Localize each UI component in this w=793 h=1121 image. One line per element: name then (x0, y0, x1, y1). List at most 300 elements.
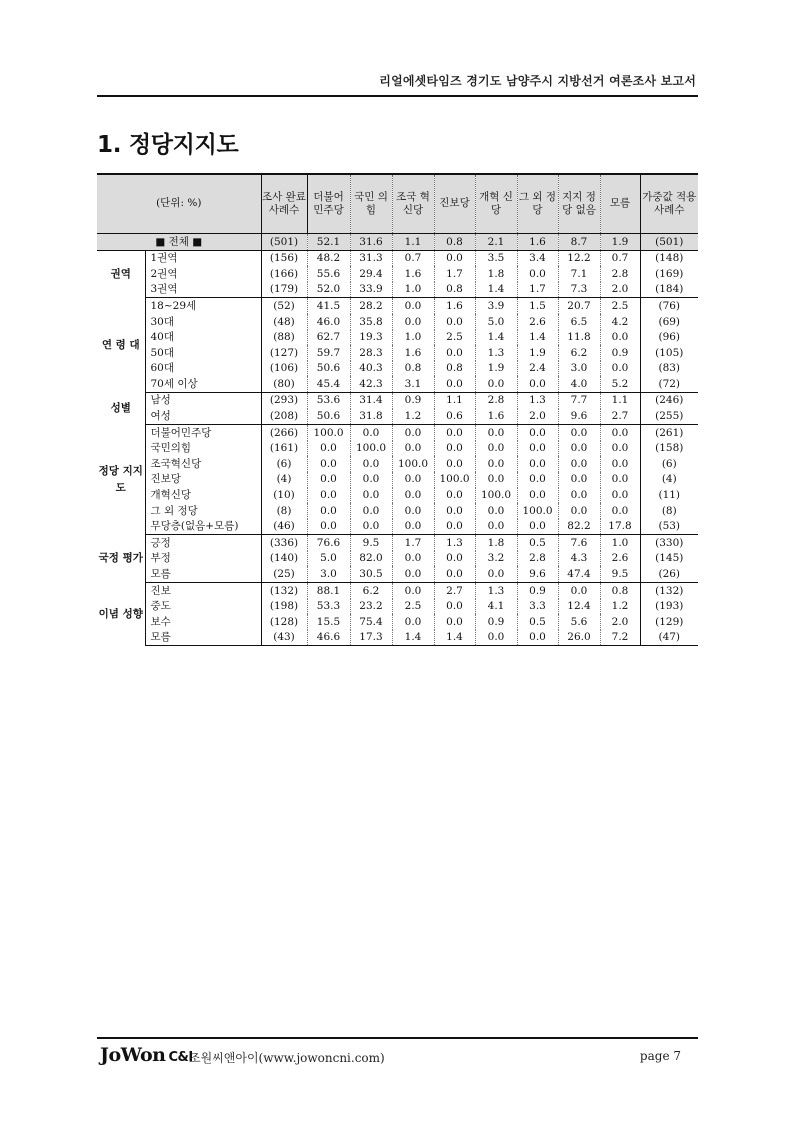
table-cell: 50.6 (307, 361, 350, 377)
table-cell: 76.6 (307, 535, 350, 551)
section-title: 1. 정당지지도 (97, 132, 239, 158)
table-cell: 2.6 (517, 314, 558, 330)
table-cell: (145) (640, 551, 698, 567)
table-cell: 28.2 (350, 298, 392, 314)
col-header: 조국 혁신당 (392, 174, 434, 234)
table-cell: 88.1 (307, 583, 350, 599)
table-cell: 0.0 (517, 376, 558, 392)
row-label: 진보당 (150, 473, 181, 486)
table-cell: 31.4 (350, 392, 392, 408)
table-cell: (43) (261, 630, 307, 646)
table-cell: 3.4 (517, 250, 558, 266)
table-cell: 0.0 (475, 456, 517, 472)
table-cell: 62.7 (307, 330, 350, 346)
table-cell: 40.3 (350, 361, 392, 377)
table-cell: 0.0 (517, 456, 558, 472)
table-cell: 3.0 (307, 566, 350, 582)
table-cell: 0.0 (350, 503, 392, 519)
table-cell: 0.0 (392, 566, 434, 582)
table-cell: 0.8 (600, 583, 640, 599)
table-cell: 0.0 (434, 250, 475, 266)
table-cell: 1.1 (600, 392, 640, 408)
table-cell: 0.0 (392, 519, 434, 535)
table-cell: 0.0 (558, 456, 600, 472)
table-cell: 0.0 (350, 456, 392, 472)
table-cell: 0.0 (475, 630, 517, 646)
table-row (97, 519, 698, 535)
table-cell: 0.0 (307, 456, 350, 472)
table-cell: (161) (261, 441, 307, 457)
table-cell: 4.0 (558, 376, 600, 392)
table-cell: 0.0 (392, 472, 434, 488)
table-cell: 0.0 (600, 488, 640, 504)
table-cell: 59.7 (307, 345, 350, 361)
table-cell: 5.2 (600, 376, 640, 392)
table-cell: 0.0 (350, 425, 392, 441)
table-cell: 48.2 (307, 250, 350, 266)
table-cell: 0.0 (307, 519, 350, 535)
col-header: 개혁 신당 (475, 174, 517, 234)
table-cell: (88) (261, 330, 307, 346)
table-cell: (47) (640, 630, 698, 646)
table-cell: 3.2 (475, 551, 517, 567)
table-cell: 0.0 (350, 472, 392, 488)
table-cell: 7.3 (558, 282, 600, 298)
col-header: 국민 의힘 (350, 174, 392, 234)
table-cell: 2.8 (475, 392, 517, 408)
table-cell: 0.0 (600, 456, 640, 472)
table-cell: (169) (640, 266, 698, 282)
table-cell: 0.8 (434, 361, 475, 377)
table-cell: 0.0 (600, 330, 640, 346)
table-cell: 0.0 (434, 551, 475, 567)
table-cell: 0.5 (517, 535, 558, 551)
table-cell: 1.8 (475, 535, 517, 551)
row-label: 40대 (150, 331, 175, 344)
table-cell: (10) (261, 488, 307, 504)
table-cell: (129) (640, 614, 698, 630)
table-cell: 0.0 (558, 441, 600, 457)
table-cell: 0.0 (434, 425, 475, 441)
table-cell: 20.7 (558, 298, 600, 314)
table-cell: 15.5 (307, 614, 350, 630)
table-cell: 4.1 (475, 599, 517, 615)
table-cell: 0.0 (517, 441, 558, 457)
row-label: 개혁신당 (150, 489, 192, 502)
col-header: 더불어 민주당 (307, 174, 350, 234)
table-cell: (96) (640, 330, 698, 346)
table-cell: (330) (640, 535, 698, 551)
table-cell: 0.0 (434, 314, 475, 330)
table-cell: 0.0 (307, 472, 350, 488)
table-cell: 1.9 (475, 361, 517, 377)
table-cell: (72) (640, 376, 698, 392)
table-cell: 1.6 (392, 345, 434, 361)
table-cell: (80) (261, 376, 307, 392)
table-cell: 0.0 (434, 599, 475, 615)
table-cell: 75.4 (350, 614, 392, 630)
table-row (97, 535, 698, 551)
table-cell: 1.5 (517, 298, 558, 314)
table-cell: (266) (261, 425, 307, 441)
table-cell: 2.0 (600, 282, 640, 298)
table-cell: (261) (640, 425, 698, 441)
table-cell: 0.5 (517, 614, 558, 630)
table-cell: 100.0 (350, 441, 392, 457)
table-cell: 3.9 (475, 298, 517, 314)
row-label: 70세 이상 (145, 376, 261, 392)
table-cell: (193) (640, 599, 698, 615)
table-cell: 0.0 (517, 472, 558, 488)
table-cell: 1.4 (392, 630, 434, 646)
table-cell: (148) (640, 250, 698, 266)
table-row (97, 392, 698, 408)
table-cell: 0.8 (434, 282, 475, 298)
table-cell: 1.6 (392, 266, 434, 282)
table-cell: 45.4 (307, 376, 350, 392)
table-cell: 1.4 (475, 330, 517, 346)
table-cell: (501) (640, 234, 698, 251)
table-cell: 12.2 (558, 250, 600, 266)
table-cell: 0.0 (434, 345, 475, 361)
table-cell: 9.5 (350, 535, 392, 551)
table-row (97, 314, 698, 330)
table-cell: 33.9 (350, 282, 392, 298)
table-cell: 82.2 (558, 519, 600, 535)
table-cell: 0.0 (434, 519, 475, 535)
table-cell: 17.8 (600, 519, 640, 535)
table-cell: 0.0 (392, 551, 434, 567)
table-cell: (132) (640, 583, 698, 599)
table-cell: 2.5 (434, 330, 475, 346)
table-cell: (208) (261, 409, 307, 425)
table-cell: (11) (640, 488, 698, 504)
table-cell: 17.3 (350, 630, 392, 646)
table-cell: 0.0 (558, 425, 600, 441)
table-cell: 0.0 (558, 472, 600, 488)
table-cell: 0.0 (517, 425, 558, 441)
table-cell: 0.0 (475, 472, 517, 488)
table-row (97, 614, 698, 630)
group-label: 이념 성향 (97, 583, 145, 646)
table-cell: 3.3 (517, 599, 558, 615)
row-label: 부정 (150, 552, 171, 565)
table-cell: 2.8 (517, 551, 558, 567)
table-cell: 0.9 (517, 583, 558, 599)
table-cell: (6) (640, 456, 698, 472)
table-cell: 1.7 (517, 282, 558, 298)
table-cell: 0.0 (434, 503, 475, 519)
table-row (97, 472, 698, 488)
table-cell: (246) (640, 392, 698, 408)
table-cell: 4.2 (600, 314, 640, 330)
table-cell: 52.0 (307, 282, 350, 298)
table-cell: 0.0 (392, 314, 434, 330)
table-cell: 8.7 (558, 234, 600, 251)
table-cell: 0.0 (475, 566, 517, 582)
table-cell: 0.0 (475, 425, 517, 441)
party-support-table (97, 173, 698, 646)
table-cell: 0.0 (600, 503, 640, 519)
table-cell: 31.8 (350, 409, 392, 425)
row-label: 2권역 (150, 267, 178, 280)
table-cell: 7.7 (558, 392, 600, 408)
table-cell: (6) (261, 456, 307, 472)
table-row (97, 345, 698, 361)
row-label: 국민의힘 (150, 442, 192, 455)
table-row (97, 376, 698, 392)
table-cell: 1.4 (517, 330, 558, 346)
table-cell: (4) (640, 472, 698, 488)
table-cell: 2.5 (600, 298, 640, 314)
table-cell: 1.3 (434, 535, 475, 551)
header-rule (97, 95, 698, 97)
unit-label: (단위: %) (97, 174, 261, 234)
table-cell: 0.0 (434, 614, 475, 630)
group-label: 국정 평가 (97, 535, 145, 583)
table-cell: 0.0 (558, 583, 600, 599)
table-cell: (8) (640, 503, 698, 519)
col-header: 지지 정당 없음 (558, 174, 600, 234)
col-header: 진보당 (434, 174, 475, 234)
table-cell: 28.3 (350, 345, 392, 361)
table-row (97, 488, 698, 504)
table-cell: 1.9 (600, 234, 640, 251)
table-cell: 23.2 (350, 599, 392, 615)
table-cell: 41.5 (307, 298, 350, 314)
table-cell: (83) (640, 361, 698, 377)
table-row (97, 409, 698, 425)
table-cell: 0.9 (600, 345, 640, 361)
table-cell: 1.6 (475, 409, 517, 425)
table-cell: 2.7 (434, 583, 475, 599)
table-cell: 47.4 (558, 566, 600, 582)
table-cell: 2.0 (517, 409, 558, 425)
table-cell: (128) (261, 614, 307, 630)
table-cell: 1.9 (517, 345, 558, 361)
row-label: 18~29세 (150, 299, 197, 312)
table-cell: 2.5 (392, 599, 434, 615)
table-cell: 0.8 (434, 234, 475, 251)
table-cell: 7.2 (600, 630, 640, 646)
table-cell: 30.5 (350, 566, 392, 582)
table-cell: 31.6 (350, 234, 392, 251)
table-cell: 0.0 (392, 488, 434, 504)
table-cell: 2.8 (600, 266, 640, 282)
table-cell: 2.1 (475, 234, 517, 251)
table-cell: 1.7 (392, 535, 434, 551)
table-row (97, 250, 698, 266)
table-cell: (293) (261, 392, 307, 408)
table-cell: 0.0 (350, 488, 392, 504)
row-label: 모름 (145, 566, 261, 582)
table-row (97, 282, 698, 298)
company-logo: JoWon C&I (100, 1044, 193, 1066)
table-cell: (48) (261, 314, 307, 330)
table-cell: 100.0 (392, 456, 434, 472)
table-row (97, 630, 698, 646)
table-cell: 19.3 (350, 330, 392, 346)
row-label: 보수 (150, 615, 171, 628)
table-cell: 1.4 (475, 282, 517, 298)
table-cell: 0.0 (434, 456, 475, 472)
table-cell: 0.7 (600, 250, 640, 266)
table-cell: 1.8 (475, 266, 517, 282)
page-number: page 7 (639, 1049, 681, 1063)
table-cell: 1.3 (517, 392, 558, 408)
table-cell: 0.0 (475, 376, 517, 392)
table-cell: 29.4 (350, 266, 392, 282)
table-cell: 0.0 (475, 503, 517, 519)
table-cell: (127) (261, 345, 307, 361)
table-cell: 0.0 (600, 441, 640, 457)
table-cell: 0.0 (517, 519, 558, 535)
table-cell: 0.0 (392, 614, 434, 630)
report-header-title: 리얼에셋타임즈 경기도 남양주시 지방선거 여론조사 보고서 (379, 74, 696, 88)
table-cell: (156) (261, 250, 307, 266)
table-cell: 0.0 (434, 376, 475, 392)
table-cell: 1.4 (434, 630, 475, 646)
table-cell: (184) (640, 282, 698, 298)
table-cell: 5.0 (307, 551, 350, 567)
table-cell: 0.8 (392, 361, 434, 377)
table-cell: 0.0 (307, 488, 350, 504)
table-cell: 9.6 (558, 409, 600, 425)
table-cell: 0.0 (392, 425, 434, 441)
table-cell: (8) (261, 503, 307, 519)
row-label: 1권역 (150, 252, 178, 265)
row-label: 60대 (150, 362, 175, 375)
table-cell: 1.0 (600, 535, 640, 551)
table-cell: 2.6 (600, 551, 640, 567)
table-cell: 3.0 (558, 361, 600, 377)
table-cell: 0.0 (558, 488, 600, 504)
table-row (97, 503, 698, 519)
table-cell: 100.0 (475, 488, 517, 504)
table-cell: 5.6 (558, 614, 600, 630)
table-cell: 0.0 (434, 566, 475, 582)
table-cell: (105) (640, 345, 698, 361)
table-cell: 46.6 (307, 630, 350, 646)
table-cell: 3.5 (475, 250, 517, 266)
table-cell: 0.0 (392, 503, 434, 519)
group-label: 연 령 대 (97, 298, 145, 393)
table-cell: 1.6 (517, 234, 558, 251)
table-cell: 9.6 (517, 566, 558, 582)
table-cell: 26.0 (558, 630, 600, 646)
table-cell: (53) (640, 519, 698, 535)
table-cell: 11.8 (558, 330, 600, 346)
table-row (97, 330, 698, 346)
table-cell: (46) (261, 519, 307, 535)
table-cell: 0.0 (307, 441, 350, 457)
table-cell: (255) (640, 409, 698, 425)
table-cell: (198) (261, 599, 307, 615)
table-cell: (501) (261, 234, 307, 251)
company-name: 조원씨앤아이(www.jowoncni.com) (189, 1051, 385, 1065)
group-label: 정당 지지도 (97, 425, 145, 535)
table-row (97, 583, 698, 599)
table-cell: 0.9 (475, 614, 517, 630)
footer-rule (97, 1037, 698, 1039)
table-cell: 5.0 (475, 314, 517, 330)
row-label: 무당층(없음+모름) (145, 519, 261, 535)
row-label: 남성 (150, 394, 171, 407)
table-cell: (106) (261, 361, 307, 377)
table-cell: 2.4 (517, 361, 558, 377)
table-cell: 12.4 (558, 599, 600, 615)
table-cell: (69) (640, 314, 698, 330)
table-cell: 0.7 (392, 250, 434, 266)
table-cell: (25) (261, 566, 307, 582)
table-cell: 1.2 (392, 409, 434, 425)
table-cell: 1.0 (392, 282, 434, 298)
table-cell: 1.2 (600, 599, 640, 615)
table-cell: (166) (261, 266, 307, 282)
table-cell: 0.0 (517, 630, 558, 646)
table-row (97, 599, 698, 615)
table-cell: 1.7 (434, 266, 475, 282)
table-cell: 0.0 (475, 441, 517, 457)
table-cell: 1.0 (392, 330, 434, 346)
table-cell: 0.0 (475, 519, 517, 535)
row-label: 더불어민주당 (150, 426, 212, 439)
table-cell: 31.3 (350, 250, 392, 266)
table-cell: 50.6 (307, 409, 350, 425)
table-cell: 1.3 (475, 345, 517, 361)
table-cell: 0.0 (392, 441, 434, 457)
table-cell: 0.0 (350, 519, 392, 535)
table-cell: 1.3 (475, 583, 517, 599)
table-cell: 2.7 (600, 409, 640, 425)
col-header: 조사 완료 사례수 (261, 174, 307, 234)
table-header-row (97, 174, 698, 234)
table-cell: 100.0 (517, 503, 558, 519)
table-cell: (158) (640, 441, 698, 457)
table-row (97, 566, 698, 582)
row-label: ■ 전체 ■ (97, 234, 261, 251)
table-cell: (76) (640, 298, 698, 314)
row-label: 30대 (150, 315, 175, 328)
group-label: 성별 (97, 392, 145, 424)
row-label: 그 외 정당 (150, 504, 198, 517)
table-cell: 82.0 (350, 551, 392, 567)
table-cell: 6.2 (558, 345, 600, 361)
table-cell: 9.5 (600, 566, 640, 582)
table-cell: 1.1 (392, 234, 434, 251)
table-cell: 1.6 (434, 298, 475, 314)
table-row (97, 456, 698, 472)
table-row (97, 361, 698, 377)
table-cell: 0.0 (392, 583, 434, 599)
table-row (97, 551, 698, 567)
table-row (97, 298, 698, 314)
table-cell: (4) (261, 472, 307, 488)
row-label: 3권역 (145, 282, 261, 298)
table-cell: (132) (261, 583, 307, 599)
table-cell: 100.0 (307, 425, 350, 441)
table-cell: 6.5 (558, 314, 600, 330)
table-cell: 0.9 (392, 392, 434, 408)
group-label: 권역 (97, 250, 145, 298)
table-cell: 0.0 (600, 361, 640, 377)
row-label: 조국혁신당 (150, 457, 202, 470)
table-cell: 52.1 (307, 234, 350, 251)
table-cell: 0.0 (434, 488, 475, 504)
table-cell: 2.0 (600, 614, 640, 630)
table-cell: 35.8 (350, 314, 392, 330)
row-label: 여성 (145, 409, 261, 425)
